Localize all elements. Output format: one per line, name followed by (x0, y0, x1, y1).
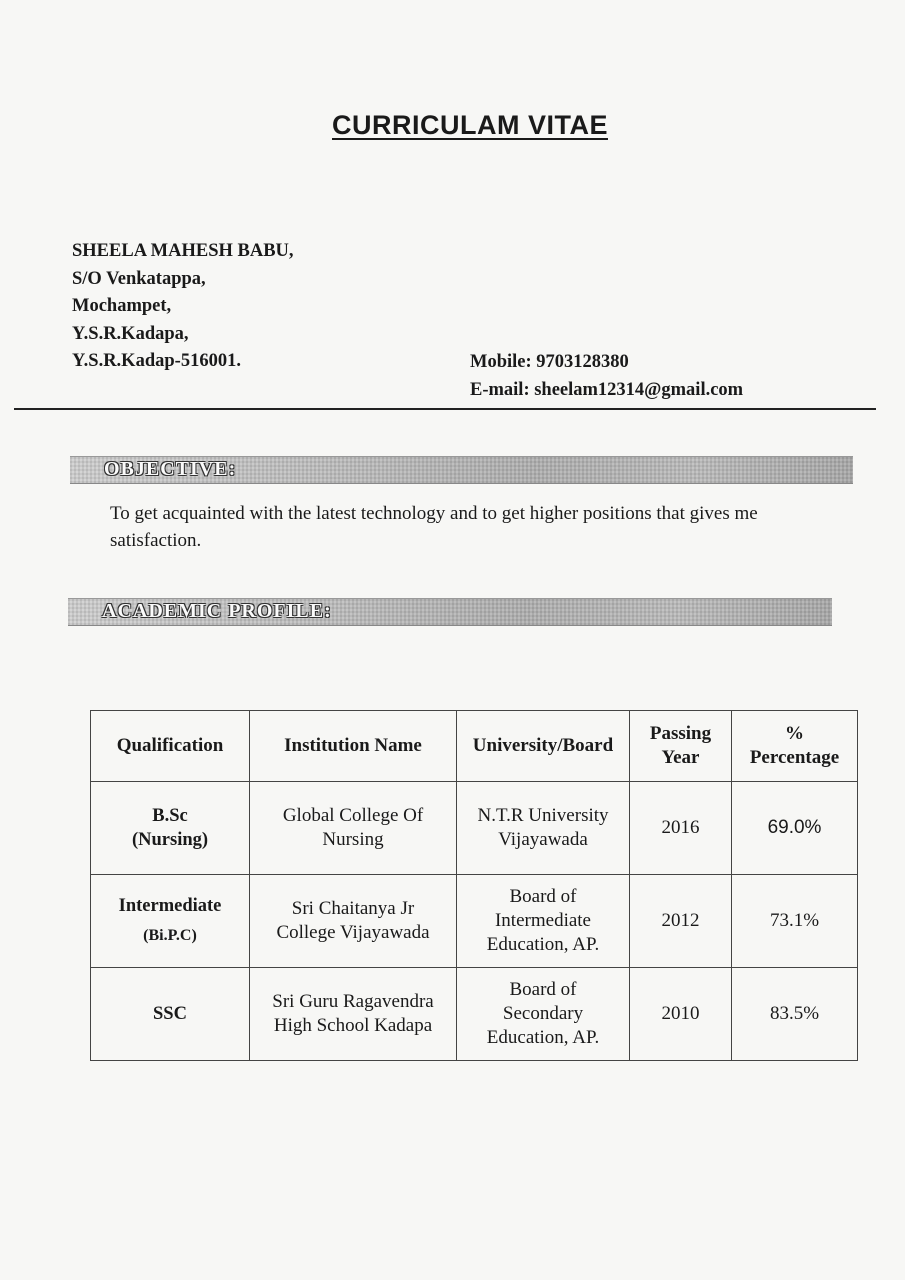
institution-cell: Sri Chaitanya Jr College Vijayawada (250, 875, 457, 968)
address-line: Y.S.R.Kadap-516001. (72, 351, 241, 371)
table-row (91, 968, 858, 1061)
table-row (91, 782, 858, 875)
mobile-number: Mobile: 9703128380 (470, 352, 629, 372)
year-cell: 2016 (630, 782, 732, 875)
university-cell: Board of Secondary Education, AP. (457, 968, 630, 1061)
qualification-cell: SSC (91, 968, 250, 1061)
header-passing-year: Passing Year (630, 711, 732, 782)
address-line: Mochampet, (72, 296, 172, 316)
table-row (91, 875, 858, 968)
year-cell: 2010 (630, 968, 732, 1061)
header-university: University/Board (457, 711, 630, 782)
header-divider (14, 408, 876, 410)
qualification-cell: Intermediate (Bi.P.C) (91, 875, 250, 968)
contact-block (470, 348, 743, 404)
objective-heading-band (70, 456, 853, 484)
academic-table (90, 710, 858, 1061)
academic-heading-band (68, 598, 832, 626)
email-address: E-mail: sheelam12314@gmail.com (470, 380, 744, 400)
qualification-cell: B.Sc (Nursing) (91, 782, 250, 875)
university-cell: Board of Intermediate Education, AP. (457, 875, 630, 968)
percentage-cell: 73.1% (732, 875, 858, 968)
objective-heading: OBJECTIVE: (104, 458, 237, 480)
table-header-row (91, 711, 858, 782)
percentage-cell: 69.0% (732, 782, 858, 875)
objective-text: To get acquainted with the latest technology and to get higher positions that gives me satisfaction. (110, 503, 758, 551)
address-block (72, 238, 294, 376)
address-line: S/O Venkatappa, (72, 268, 206, 289)
header-percentage: % Percentage (732, 711, 858, 782)
year-cell: 2012 (630, 875, 732, 968)
header-qualification: Qualification (91, 711, 250, 782)
address-line: Y.S.R.Kadapa, (72, 323, 189, 344)
percentage-cell: 83.5% (732, 968, 858, 1061)
header-institution: Institution Name (250, 711, 457, 782)
university-cell: N.T.R University Vijayawada (457, 782, 630, 875)
applicant-name: SHEELA MAHESH BABU, (72, 241, 294, 261)
institution-cell: Global College Of Nursing (250, 782, 457, 875)
academic-heading: ACADEMIC PROFILE: (102, 600, 332, 622)
institution-cell: Sri Guru Ragavendra High School Kadapa (250, 968, 457, 1061)
document-title: CURRICULAM VITAE (332, 110, 608, 140)
